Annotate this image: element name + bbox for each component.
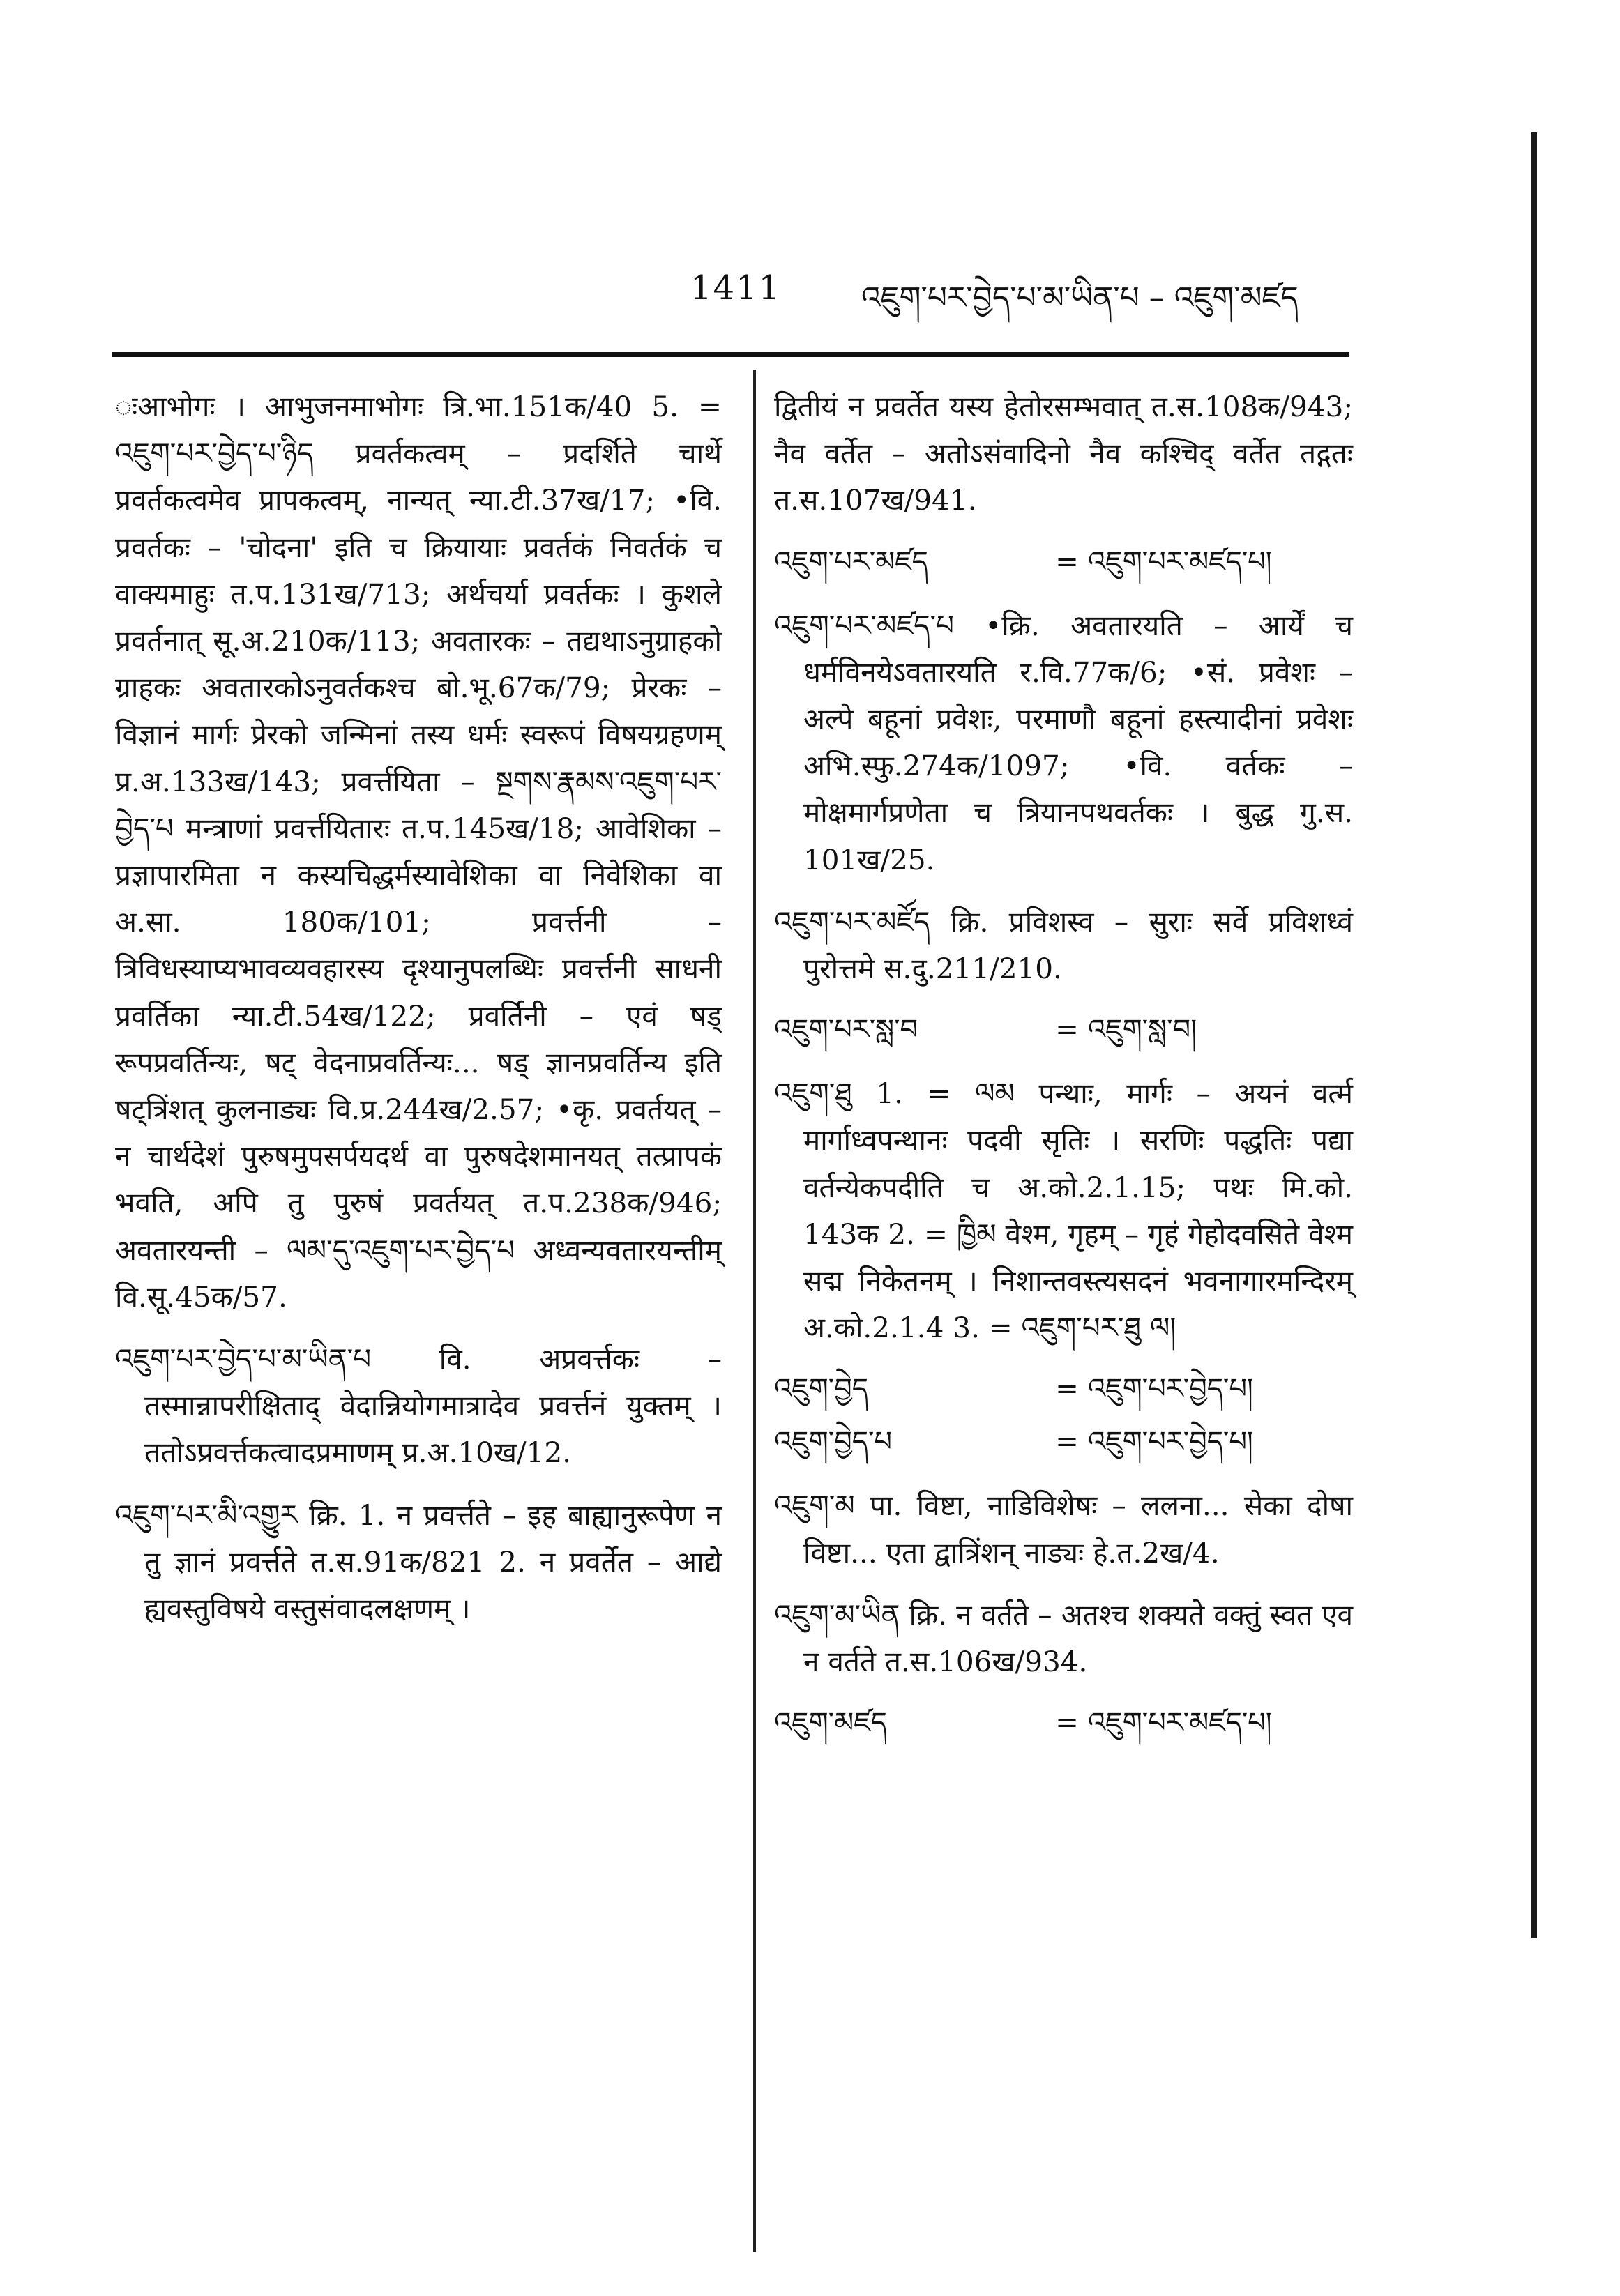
running-head: འཇུག་པར་བྱེད་པ་མ་ཡིན་པ – འཇུག་མཛད xyxy=(861,280,1299,316)
cross-reference-entry xyxy=(774,537,1353,587)
dictionary-entry: འཇུག་པར་མཛད་པ •क्रि. अवतारयति – आर्यें च धर्मविनयेऽवतारयति र.वि.77क/6; •सं. प्रवेशः – अल्पे बहूनां प्रवेशः, परमाणौ बहूनां हस्त्यादीनां प्रवेशः अभि.स्फु.274क/1097; •वि. वर्तकः – मोक्षमार्गप्रणेता च त्रियानपथवर्तकः । बुद्ध गु.स. 101ख/25. xyxy=(774,608,1353,876)
headword: འཇུག་བྱེད xyxy=(774,1373,868,1406)
dictionary-entry: འཇུག་པར་བྱེད་པ་མ་ཡིན་པ वि. अप्रवर्त्तकः – तस्मान्नापरीक्षिताद् वेदान्नियोगमात्रादेव प्रवर्त्तनं युक्तम् । ततोऽप्रवर्त्तकत्वादप्रमाणम् प्र.अ.10ख/12. xyxy=(115,1342,722,1470)
equals-sign: = xyxy=(1055,1014,1079,1047)
equals-sign: = xyxy=(1055,1373,1079,1406)
cross-reference-entry xyxy=(774,1005,1353,1055)
column-divider xyxy=(753,370,756,2252)
left-column xyxy=(115,383,722,1632)
equals-sign: = xyxy=(1055,1707,1079,1740)
equals-sign: = xyxy=(1055,545,1079,578)
equals-sign: = xyxy=(1055,1426,1079,1459)
cross-reference-target: འཇུག་པར་བྱེད་པ། xyxy=(1088,1426,1253,1459)
entry-continuation: ःआभोगः । आभुजनमाभोगः त्रि.भा.151क/40 5. = འཇུག་པར་བྱེད་པ་ཉིད प्रवर्तकत्वम् – प्रदर्शिते चार्थे प्रवर्तकत्वमेव प्रापकत्वम्, नान्यत् न्या.टी.37ख/17; •वि. प्रवर्तकः – 'चोदना' इति च क्रियायाः प्रवर्तकं निवर्तकं च वाक्यमाहुः त.प.131ख/713; अर्थचर्या प्रवर्तकः । कुशले प्रवर्तनात् सू.अ.210क/113; अवतारकः – तद्यथाऽनुग्राहको ग्राहकः अवतारकोऽनुवर्तकश्च बो.भू.67क/79; प्रेरकः – विज्ञानं मार्गः प्रेरको जन्मिनां तस्य धर्मः स्वरूपं विषयग्रहणम् प्र.अ.133ख/143; प्रवर्त्तयिता – སྔགས་རྣམས་འཇུག་པར་བྱེད་པ मन्त्राणां प्रवर्त्तयितारः त.प.145ख/18; आवेशिका – प्रज्ञापारमिता न कस्यचिद्धर्मस्यावेशिका वा निवेशिका वा अ.सा. 180क/101; प्रवर्त्तनी – त्रिविधस्याप्यभावव्यवहारस्य दृश्यानुपलब्धिः प्रवर्त्तनी साधनी प्रवर्तिका न्या.टी.54ख/122; प्रवर्तिनी – एवं षड् रूपप्रवर्तिन्यः, षट् वेदनाप्रवर्तिन्यः... षड् ज्ञानप्रवर्तिन्य इति षट्त्रिंशत् कुलनाड्यः वि.प्र.244ख/2.57; •कृ. प्रवर्तयत् – न चार्थदेशं पुरुषमुपसर्पयदर्थ वा पुरुषदेशमानयत् तत्प्रापकं भवति, अपि तु पुरुषं प्रवर्तयत् त.प.238क/946; अवतारयन्ती – ལམ་དུ་འཇུག་པར་བྱེད་པ अध्वन्यवतारयन्तीम् वि.सू.45क/57. xyxy=(115,390,722,1314)
headword: འཇུག་མཛད xyxy=(774,1707,887,1740)
dictionary-entry: འཇུག་མ पा. विष्टा, नाडिविशेषः – ललना... सेका दोषा विष्टा... एता द्वात्रिंशन् नाड्यः हे.त.2ख/4. xyxy=(774,1489,1353,1569)
cross-reference-entry xyxy=(774,1364,1353,1414)
cross-reference-target: འཇུག་པར་བྱེད་པ། xyxy=(1088,1373,1253,1406)
page-header xyxy=(0,0,1620,377)
cross-reference-entry xyxy=(774,1417,1353,1467)
headword: འཇུག་པར་སླ་བ xyxy=(774,1014,918,1047)
cross-reference-target: འཇུག་སླ་བ། xyxy=(1088,1014,1197,1047)
header-rule xyxy=(112,352,1349,357)
right-column xyxy=(774,383,1353,1748)
headword: འཇུག་བྱེད་པ xyxy=(774,1426,892,1459)
cross-reference-target: འཇུག་པར་མཛད་པ། xyxy=(1088,1707,1272,1740)
cross-reference-entry xyxy=(774,1698,1353,1748)
headword: འཇུག་པར་མཛད xyxy=(774,545,928,578)
dictionary-entry: འཇུག་མ་ཡིན क्रि. न वर्तते – अतश्च शक्यते वक्तुं स्वत एव न वर्तते त.स.106ख/934. xyxy=(774,1597,1353,1679)
page-number: 1411 xyxy=(690,268,782,307)
entry-continuation: द्वितीयं न प्रवर्तेत यस्य हेतोरसम्भवात् त.स.108क/943; नैव वर्तेत – अतोऽसंवादिनो नैव कश्चिद् वर्तेत तद्गतः त.स.107ख/941. xyxy=(774,390,1353,517)
margin-scan-line xyxy=(1531,132,1537,1938)
cross-reference-target: འཇུག་པར་མཛད་པ། xyxy=(1088,545,1272,578)
dictionary-entry: འཇུག་ཐུ 1. = ལམ पन्थाः, मार्गः – अयनं वर्त्म मार्गाध्वपन्थानः पदवी सृतिः । सरणिः पद्धतिः पद्या वर्तन्येकपदीति च अ.को.2.1.15; पथः मि.को. 143क 2. = ཁྱིམ वेश्म, गृहम् – गृहं गेहोदवसिते वेश्म सद्म निकेतनम् । निशान्तवस्त्यसदनं भवनागारमन्दिरम् अ.को.2.1.4 3. = འཇུག་པར་ཐུ ལ། xyxy=(774,1077,1353,1345)
dictionary-entry: འཇུག་པར་མཛོད क्रि. प्रविशस्व – सुराः सर्वे प्रविशध्वं पुरोत्तमे स.दु.211/210. xyxy=(774,904,1353,986)
dictionary-entry: འཇུག་པར་མི་འགྱུར क्रि. 1. न प्रवर्त्तते – इह बाह्यानुरूपेण न तु ज्ञानं प्रवर्त्तते त.स.91क/821 2. न प्रवर्तेत – आद्ये ह्यवस्तुविषये वस्तुसंवादलक्षणम् । xyxy=(115,1498,722,1626)
